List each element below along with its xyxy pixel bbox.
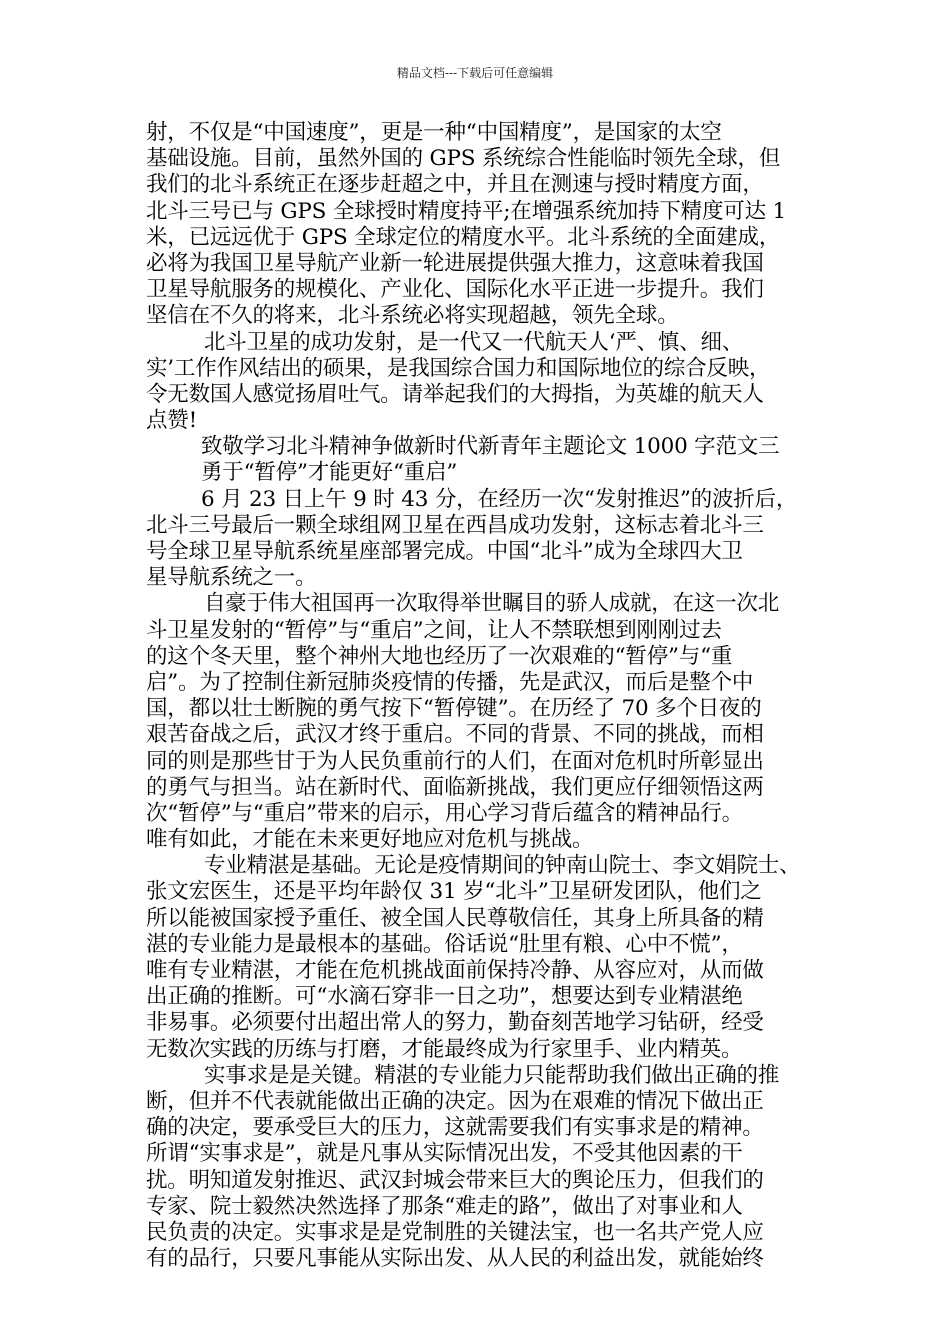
paragraph-first-line: 专业精湛是基础。无论是疫情期间的钟南山院士、李文娟院士、 xyxy=(204,853,801,879)
page-header: 精品文档---下载后可任意编辑 xyxy=(396,66,554,80)
text-line: 民负责的决定。实事求是是党制胜的关键法宝，也一名共产党人应 xyxy=(146,1219,764,1245)
essay-title: 致敬学习北斗精神争做新时代新青年主题论文 1000 字范文三 xyxy=(201,434,780,460)
text-line: 令无数国人感觉扬眉吐气。请举起我们的大拇指，为英雄的航天人 xyxy=(146,381,764,407)
text-line xyxy=(146,1272,826,1298)
text-line: 断，但并不代表就能做出正确的决定。因为在艰难的情况下做出正 xyxy=(146,1088,764,1114)
text-line: 出正确的推断。可“水滴石穿非一日之功”，想要达到专业精湛绝 xyxy=(146,984,743,1010)
text-line: 同的则是那些甘于为人民负重前行的人们，在面对危机时所彰显出 xyxy=(146,748,764,774)
text-line: 非易事。必须要付出超出常人的努力，勤奋刻苦地学习钻研，经受 xyxy=(146,1010,764,1036)
text-line: 号全球卫星导航系统星座部署完成。中国“北斗”成为全球四大卫 xyxy=(146,539,743,564)
text-line: 启”。为了控制住新冠肺炎疫情的传播，先是武汉，而后是整个中 xyxy=(146,669,754,695)
text-line: 无数次实践的历练与打磨，才能最终成为行家里手、业内精英。 xyxy=(146,1036,743,1062)
text-line: 必将为我国卫星导航产业新一轮进展提供强大推力，这意味着我国 xyxy=(146,250,764,276)
text-line: 坚信在不久的将来，北斗系统必将实现超越，领先全球。 xyxy=(146,303,679,329)
text-line: 所以能被国家授予重任、被全国人民尊敬信任，其身上所具备的精 xyxy=(146,905,764,931)
text-line: 艰苦奋战之后，武汉才终于重启。不同的背景、不同的挑战，而相 xyxy=(146,722,764,748)
text-line: 确的决定，要承受巨大的压力，这就需要我们有实事求是的精神。 xyxy=(146,1115,764,1141)
essay-subtitle: 勇于“暂停”才能更好“重启” xyxy=(201,460,458,486)
text-line: 斗卫星发射的“暂停”与“重启”之间，让人不禁联想到刚刚过去 xyxy=(146,617,722,643)
document-body xyxy=(146,120,826,1298)
text-line: 星导航系统之一。 xyxy=(146,565,317,591)
text-line: 湛的专业能力是最根本的基础。俗话说“肚里有粮、心中不慌”， xyxy=(146,931,743,957)
paragraph-first-line: 6 月 23 日上午 9 时 43 分，在经历一次“发射推迟”的波折后， xyxy=(201,486,798,512)
text-line: 实’工作作风结出的硕果，是我国综合国力和国际地位的综合反映， xyxy=(146,355,771,381)
text-line: 唯有如此，才能在未来更好地应对危机与挑战。 xyxy=(146,827,594,853)
text-line: 米，已远远优于 GPS 全球定位的精度水平。北斗系统的全面建成， xyxy=(146,224,781,250)
text-line: 专家、院士毅然决然选择了那条“难走的路”，做出了对事业和人 xyxy=(146,1193,743,1219)
text-line: 有的品行，只要凡事能从实际出发、从人民的利益出发，就能始终 xyxy=(146,1246,764,1272)
text-line: 扰。明知道发射推迟、武汉封城会带来巨大的舆论压力，但我们的 xyxy=(146,1167,764,1193)
paragraph-first-line: 自豪于伟大祖国再一次取得举世瞩目的骄人成就，在这一次北 xyxy=(204,591,780,617)
text-line: 北斗三号最后一颗全球组网卫星在西昌成功发射，这标志着北斗三 xyxy=(146,512,764,538)
text-line: 北斗三号已与 GPS 全球授时精度持平;在增强系统加持下精度可达 1 xyxy=(146,198,786,224)
text-line: 国，都以壮士断腕的勇气按下“暂停键”。在历经了 70 多个日夜的 xyxy=(146,696,762,722)
text-line: 我们的北斗系统正在逐步赶超之中，并且在测速与授时精度方面， xyxy=(146,172,764,198)
paragraph-first-line: 实事求是是关键。精湛的专业能力只能帮助我们做出正确的推 xyxy=(204,1062,780,1088)
text-line: 点赞! xyxy=(146,408,198,434)
text-line: 所谓“实事求是”，就是凡事从实际情况出发，不受其他因素的干 xyxy=(146,1141,743,1167)
text-line: 射，不仅是“中国速度”，更是一种“中国精度”，是国家的太空 xyxy=(146,120,722,145)
paragraph-first-line: 北斗卫星的成功发射，是一代又一代航天人‘严、慎、细、 xyxy=(204,329,744,355)
text-line: 的这个冬天里，整个神州大地也经历了一次艰难的“暂停”与“重 xyxy=(146,643,733,669)
text-line: 的勇气与担当。站在新时代、面临新挑战，我们更应仔细领悟这两 xyxy=(146,774,764,800)
text-line: 唯有专业精湛，才能在危机挑战面前保持冷静、从容应对，从而做 xyxy=(146,958,764,983)
text-line: 次“暂停”与“重启”带来的启示，用心学习背后蕴含的精神品行。 xyxy=(146,800,743,826)
text-line: 卫星导航服务的规模化、产业化、国际化水平正进一步提升。我们 xyxy=(146,277,764,303)
text-line: 基础设施。目前，虽然外国的 GPS 系统综合性能临时领先全球，但 xyxy=(146,146,781,172)
text-line: 张文宏医生，还是平均年龄仅 31 岁“北斗”卫星研发团队，他们之 xyxy=(146,879,762,905)
